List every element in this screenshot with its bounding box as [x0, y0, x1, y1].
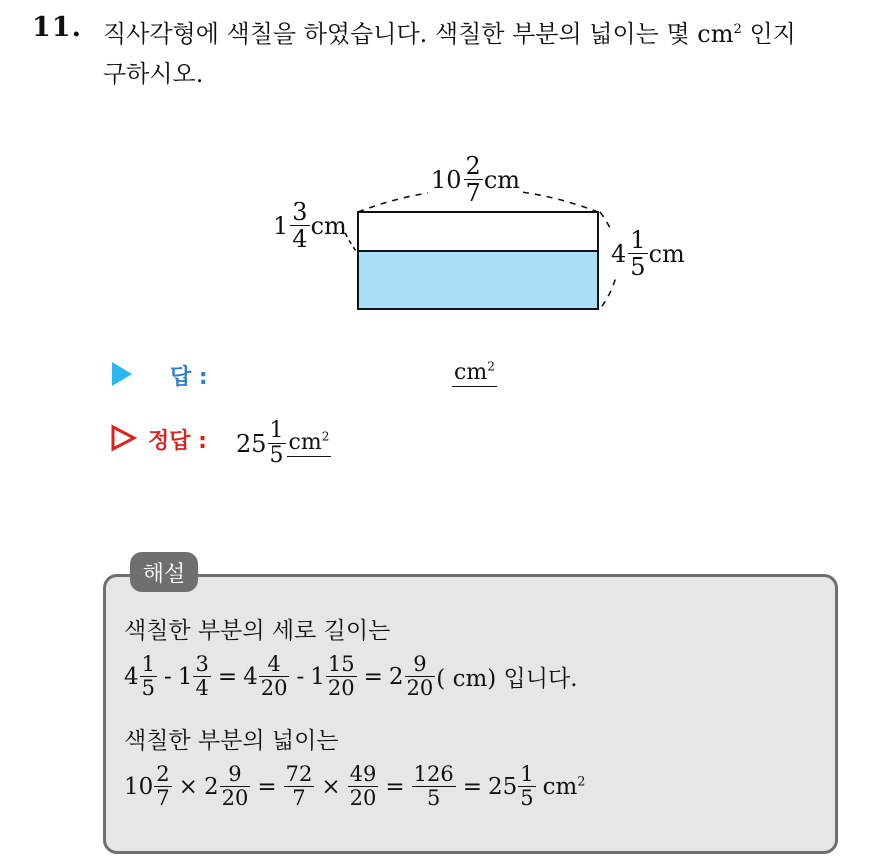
- right-length-fraction: [628, 228, 647, 279]
- solution-tab: 해설: [130, 552, 198, 592]
- sol2-op2: -: [296, 663, 305, 690]
- sol4-c-fraction: [284, 764, 315, 809]
- sol4-b-denominator: 20: [221, 786, 249, 810]
- sol4-a-fraction: [154, 764, 171, 809]
- sol2-e-numerator: 9: [405, 654, 436, 677]
- sol4-f-numerator: 1: [520, 762, 534, 786]
- sol4-c-numerator: 72: [285, 762, 313, 786]
- sol4-e-numerator: 126: [413, 762, 454, 786]
- sol4-op2: ×: [321, 773, 341, 800]
- top-length-numerator: 2: [465, 152, 481, 180]
- sol4-d-fraction: [348, 764, 379, 809]
- sol4-b-fraction: [220, 764, 251, 809]
- sol4-e-fraction: [412, 764, 456, 809]
- top-length-label: [428, 154, 523, 205]
- sol2-op1: -: [164, 663, 172, 690]
- sol2-b-whole: 1: [177, 663, 193, 690]
- right-length-numerator: 1: [630, 226, 646, 254]
- sol4-b-numerator: 9: [220, 764, 251, 787]
- sol4-a-denominator: 7: [156, 786, 170, 810]
- question-text-line1-suffix: 인지: [741, 20, 796, 48]
- sol2-d-numerator: 15: [327, 652, 355, 676]
- sol2-a-fraction: [140, 654, 157, 699]
- sol4-e-denominator: 5: [426, 786, 441, 810]
- sol4-eq1: =: [257, 773, 277, 800]
- sol4-op1: ×: [178, 773, 198, 800]
- correct-answer-denominator: 5: [269, 443, 284, 468]
- answer-unit-text: [452, 360, 497, 387]
- sol4-unit: [543, 774, 586, 800]
- sol2-b-denominator: 4: [195, 676, 209, 700]
- sol2-tail: ( cm) 입니다.: [436, 666, 578, 692]
- top-length-unit: cm: [483, 165, 521, 194]
- sol2-d-whole: 1: [310, 663, 325, 690]
- correct-answer-unit-base: cm: [288, 430, 322, 455]
- play-arrow-icon: [112, 362, 132, 386]
- sol4-c-denominator: 7: [292, 786, 306, 810]
- right-length-label: [609, 228, 687, 279]
- correct-answer-fraction: [268, 420, 286, 467]
- correct-answer-label: 정답 :: [148, 429, 207, 454]
- shaded-region: [358, 251, 598, 309]
- solution-line4: [124, 764, 585, 809]
- sol2-c-fraction: [259, 654, 290, 699]
- sol2-c-numerator: 4: [259, 654, 290, 677]
- correct-answer-unit: [287, 430, 332, 457]
- sol2-b-fraction: [193, 654, 210, 699]
- sol4-unit-base: cm: [542, 773, 578, 800]
- sol2-a-whole: 4: [124, 663, 139, 690]
- top-length-denominator: 7: [465, 179, 481, 207]
- sol2-b-numerator: 3: [195, 652, 209, 676]
- left-length-numerator: 3: [292, 198, 308, 226]
- answer-unit-base: cm: [454, 360, 488, 385]
- question-text-line2: 구하시오.: [103, 60, 204, 88]
- sol4-f-fraction: [518, 764, 535, 809]
- sol2-d-denominator: 20: [327, 676, 355, 700]
- sol2-e-fraction: [405, 654, 436, 699]
- question-text-line1-prefix: 직사각형에 색칠을 하였습니다. 색칠한 부분의 넓이는 몇 cm: [103, 20, 734, 48]
- sol4-b-whole: 2: [203, 773, 219, 800]
- right-length-whole: 4: [611, 239, 627, 268]
- left-length-unit: cm: [310, 211, 347, 240]
- sol2-a-numerator: 1: [141, 652, 156, 676]
- right-length-unit: cm: [648, 239, 685, 268]
- sol2-a-denominator: 5: [141, 676, 156, 700]
- correct-answer-whole: 25: [236, 429, 267, 458]
- correct-answer-unit-exponent: 2: [321, 429, 330, 444]
- sol4-d-denominator: 20: [349, 786, 377, 810]
- answer-unit: [452, 360, 497, 387]
- answer-label: 답 :: [170, 365, 208, 390]
- sol4-eq3: =: [462, 773, 482, 800]
- sol4-a-numerator: 2: [156, 762, 170, 786]
- sol2-c-denominator: 20: [260, 676, 288, 700]
- sol2-e-whole: 2: [388, 663, 404, 690]
- solution-line1: 색칠한 부분의 세로 길이는: [124, 618, 391, 644]
- answer-unit-exponent: 2: [487, 359, 495, 374]
- right-length-denominator: 5: [630, 253, 646, 281]
- sol2-d-fraction: [326, 654, 357, 699]
- solution-line3: 색칠한 부분의 넓이는: [124, 728, 339, 754]
- left-length-fraction: [290, 200, 309, 251]
- sol4-d-numerator: 49: [349, 762, 377, 786]
- question-unit-exponent: 2: [733, 22, 742, 37]
- solution-line2: [124, 654, 578, 699]
- sol4-f-whole: 25: [488, 773, 518, 800]
- outline-arrow-icon: [110, 424, 138, 452]
- sol4-eq2: =: [385, 773, 405, 800]
- correct-answer-numerator: 1: [269, 418, 284, 443]
- sol4-a-whole: 10: [124, 773, 154, 800]
- left-length-whole: 1: [273, 211, 289, 240]
- top-length-whole: 10: [431, 165, 462, 194]
- sol2-c-whole: 4: [243, 663, 258, 690]
- sol4-unit-exponent: 2: [577, 772, 586, 788]
- left-length-denominator: 4: [292, 225, 308, 253]
- sol2-eq1: =: [217, 663, 238, 690]
- left-length-label: [273, 200, 347, 251]
- sol2-eq2: =: [363, 663, 383, 690]
- sol2-e-denominator: 20: [406, 676, 434, 700]
- question-number: 11.: [32, 12, 82, 43]
- top-length-fraction: [464, 154, 483, 205]
- sol4-f-denominator: 5: [520, 786, 534, 810]
- correct-answer-value: [236, 420, 331, 467]
